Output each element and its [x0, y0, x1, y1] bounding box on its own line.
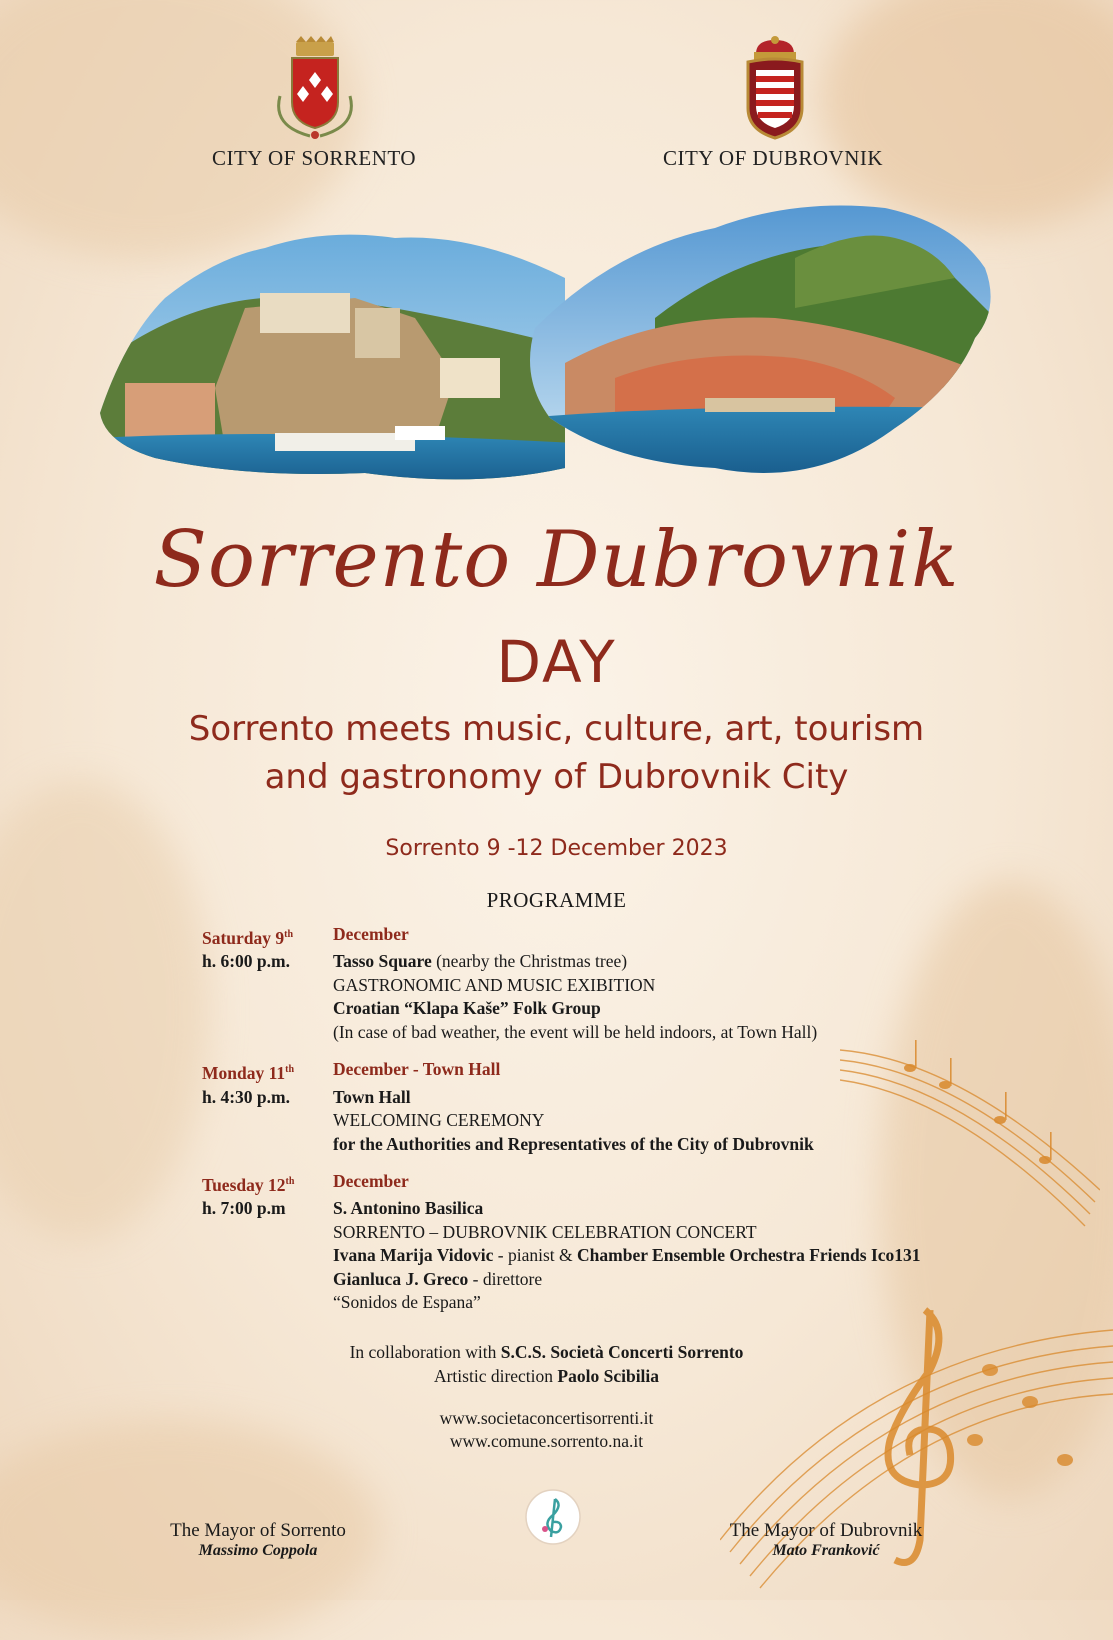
scenic-photo-collage — [95, 188, 1005, 508]
music-notes-icon — [840, 1030, 1100, 1230]
programme-event — [202, 923, 921, 1044]
sorrento-city-label: CITY OF SORRENTO — [211, 146, 417, 170]
subtitle-line-1: Sorrento meets music, culture, art, tourism — [188, 709, 925, 749]
event-time: h. 4:30 p.m. — [202, 1086, 290, 1107]
event-piece: “Sonidos de Espana” — [333, 1292, 481, 1313]
event-venue: Tasso Square (nearby the Christmas tree) — [333, 951, 628, 972]
mayor-sorrento — [128, 1520, 388, 1560]
programme-list — [202, 923, 921, 1329]
event-note: (In case of bad weather, the event will be held indoors, at Town Hall) — [333, 1021, 818, 1042]
event-month: December — [333, 924, 409, 944]
subtitle — [0, 705, 1113, 801]
mayor-title: The Mayor of Dubrovnik — [729, 1520, 923, 1541]
event-day: Saturday 9th — [202, 927, 294, 948]
website-links — [0, 1407, 1093, 1453]
event-time: h. 6:00 p.m. — [202, 951, 290, 972]
event-line: GASTRONOMIC AND MUSIC EXIBITION — [333, 974, 656, 995]
event-venue: S. Antonino Basilica — [333, 1198, 484, 1219]
scs-logo-icon — [523, 1487, 583, 1547]
sorrento-crest-icon — [270, 36, 360, 141]
event-time: h. 7:00 p.m — [202, 1198, 286, 1219]
event-month: December - Town Hall — [333, 1059, 501, 1080]
event-day: Monday 11th — [202, 1063, 295, 1084]
main-title: Sorrento Dubrovnik — [153, 515, 960, 605]
dubrovnik-crest-icon — [742, 36, 808, 140]
event-line: SORRENTO – DUBROVNIK CELEBRATION CONCERT — [333, 1221, 757, 1242]
collaboration-credits — [0, 1340, 1093, 1388]
event-day: Tuesday 12th — [202, 1174, 295, 1195]
mayor-title: The Mayor of Sorrento — [170, 1520, 346, 1541]
programme-heading: PROGRAMME — [486, 888, 627, 912]
collab-line: In collaboration with S.C.S. Società Concerti Sorrento — [349, 1342, 744, 1362]
event-line: Croatian “Klapa Kaše” Folk Group — [333, 998, 601, 1019]
title-day: DAY — [496, 628, 617, 696]
event-month: December — [333, 1171, 409, 1192]
event-dates: Sorrento 9 -12 December 2023 — [385, 836, 728, 861]
subtitle-line-2: and gastronomy of Dubrovnik City — [264, 757, 849, 797]
mayor-name: Mato Franković — [772, 1542, 880, 1559]
event-performers: Ivana Marija Vidovic - pianist & Chamber Ensemble Orchestra Friends Ico131 — [333, 1245, 921, 1266]
url-link[interactable]: www.societaconcertisorrenti.it — [439, 1408, 654, 1428]
dubrovnik-city-label: CITY OF DUBROVNIK — [662, 146, 884, 170]
mayor-name: Massimo Coppola — [198, 1542, 318, 1559]
event-line: for the Authorities and Representatives of the City of Dubrovnik — [333, 1133, 814, 1154]
url-link[interactable]: www.comune.sorrento.na.it — [449, 1431, 644, 1451]
event-venue: Town Hall — [333, 1086, 411, 1107]
artistic-direction-line: Artistic direction Paolo Scibilia — [433, 1366, 660, 1386]
mayor-dubrovnik — [696, 1520, 956, 1560]
programme-event — [202, 1058, 921, 1156]
event-line: WELCOMING CEREMONY — [333, 1110, 545, 1131]
event-conductor: Gianluca J. Greco - direttore — [333, 1268, 543, 1289]
